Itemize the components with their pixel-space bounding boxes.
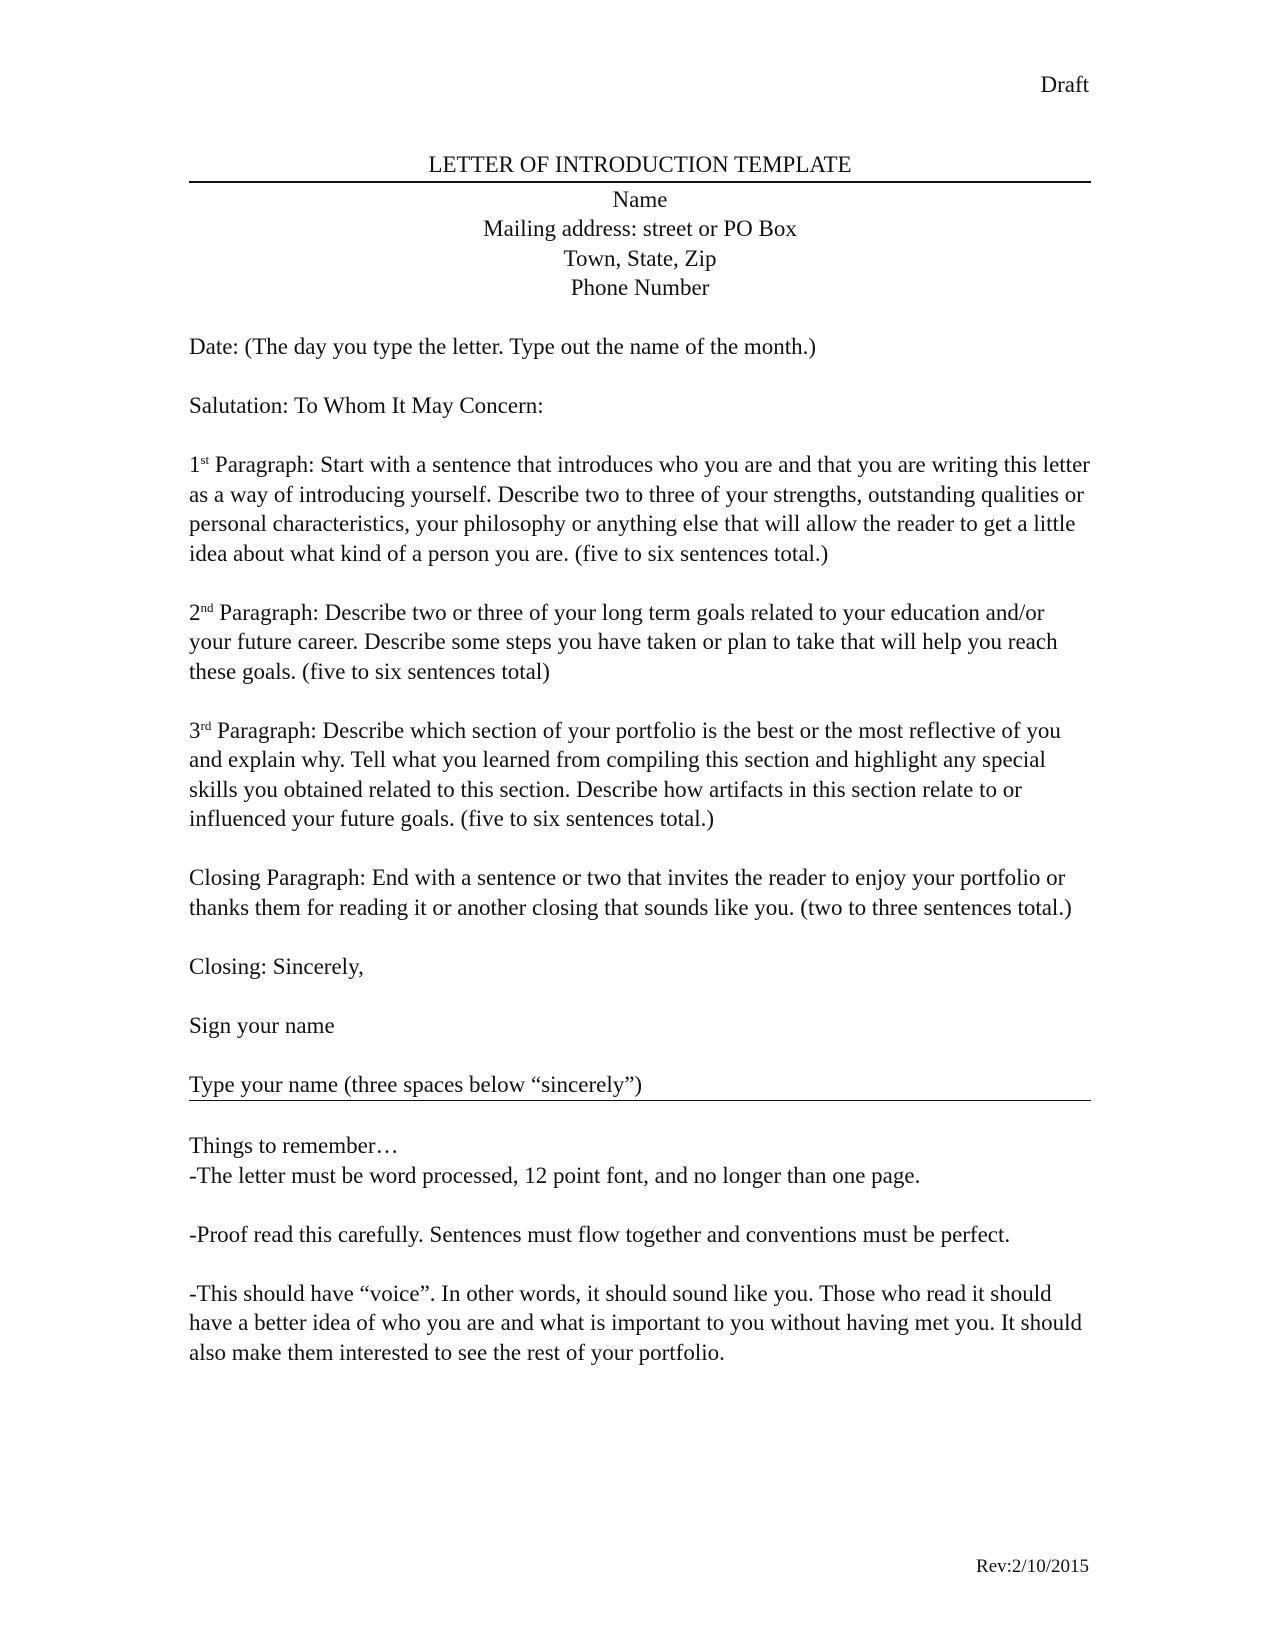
typed-name-line: Type your name (three spaces below “sincerely”) [189,1070,1091,1102]
paragraph-2-number: 2 [189,599,201,625]
date-line: Date: (The day you type the letter. Type out the name of the month.) [189,334,817,359]
document-title: LETTER OF INTRODUCTION TEMPLATE [189,150,1091,183]
address-block [189,185,1091,303]
paragraph-1-suffix: st [200,452,210,467]
closing-paragraph: Closing Paragraph: End with a sentence or two that invites the reader to enjoy your portfolio or thanks them for reading it or another closing that sounds like you. (two to three sentences total.) [189,865,1072,920]
letter-content [189,150,1091,1367]
address-line-town: Town, State, Zip [563,245,717,271]
reminders-heading: Things to remember… [189,1133,399,1158]
paragraph-3-suffix: rd [200,717,212,733]
paragraph-2-suffix: nd [200,599,214,615]
draft-label: Draft [1040,72,1089,97]
paragraph-2-text: Paragraph: Describe two or three of your long term goals related to your education and/or your future career. Describe some steps you have taken or plan to take that will help you reach these goals. (five to six sentences total) [189,599,1058,684]
address-line-name: Name [612,186,668,212]
revision-date: Rev:2/10/2015 [976,1556,1089,1577]
address-line-phone: Phone Number [570,275,710,300]
sign-name-line: Sign your name [189,1012,335,1038]
paragraph-3-text: Paragraph: Describe which section of your portfolio is the best or the most reflective of you and explain why. Tell what you learned from compiling this section and highlight any special skills you obtained related to this section. Describe how artifacts in this section relate to or influenced your future goals. (five to six sentences total.) [189,717,1061,831]
reminder-item-1: -The letter must be word processed, 12 point font, and no longer than one page. [189,1162,921,1188]
paragraph-2 [189,598,1091,687]
salutation-line: Salutation: To Whom It May Concern: [189,393,544,418]
paragraph-3-number: 3 [189,717,201,743]
reminder-item-3: -This should have “voice”. In other words, it should sound like you. Those who read it should have a better idea of who you are and what is important to you without having met you. It should also make them interested to see the rest of your portfolio. [189,1280,1082,1365]
address-line-mailing: Mailing address: street or PO Box [483,216,797,241]
paragraph-1-text: Paragraph: Start with a sentence that introduces who you are and that you are writing this letter as a way of introducing yourself. Describe two to three of your strengths, outstanding qualities or personal characteristics, your philosophy or anything else that will allow the reader to get a little idea about what kind of a person you are. (five to six sentences total.) [189,452,1090,566]
paragraph-1 [189,450,1091,568]
closing-line: Closing: Sincerely, [189,953,364,979]
paragraph-3 [189,716,1091,834]
reminder-item-2: -Proof read this carefully. Sentences must flow together and conventions must be perfect. [189,1221,1011,1247]
paragraph-1-number: 1 [189,452,201,477]
